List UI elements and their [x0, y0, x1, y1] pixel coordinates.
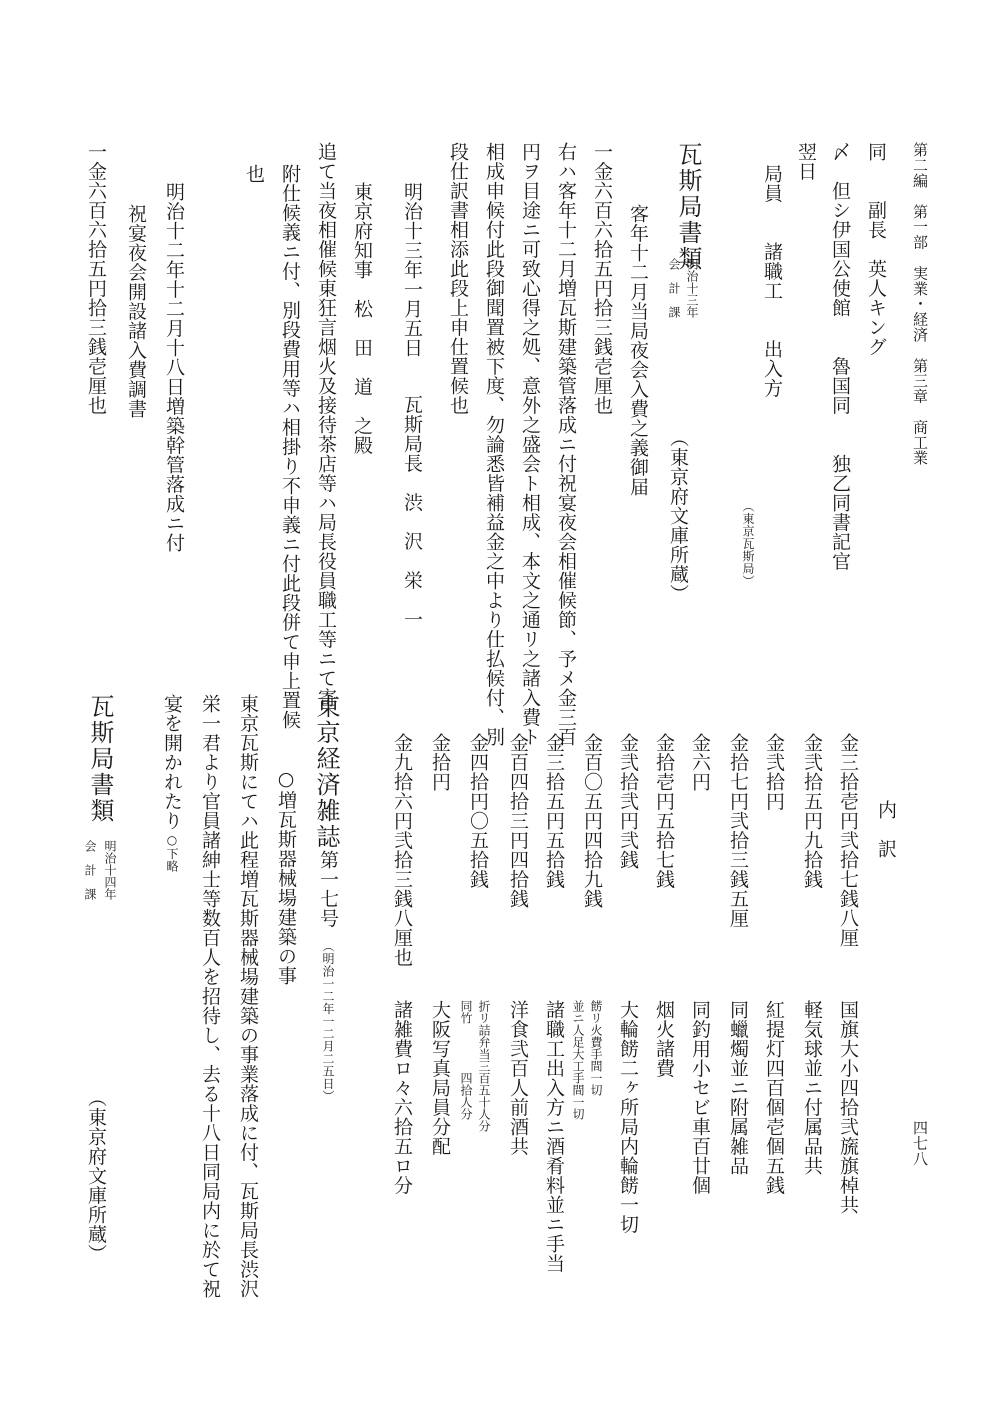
breakdown-title: 内 訳	[875, 800, 897, 859]
text-column: 右ハ客年十二月増瓦斯建築管落成ニ付祝宴夜会相催候節、予メ金三百	[555, 142, 577, 747]
text-column: 附仕候義ニ付、別段費用等ハ相掛り不申義ニ付此段併て申上置候	[279, 164, 301, 730]
breakdown-desc: 大輪餝二ヶ所局内輪餝一切	[617, 1000, 639, 1234]
article-heading: ○増瓦斯器械場建築の事	[275, 768, 297, 986]
text-column: 〆 但シ伊国公使館 魯国同 独乙同書記官	[829, 142, 851, 571]
title-note-year: 明治十四年	[103, 840, 117, 900]
breakdown-amount: 金三拾壱円弐拾七銭八厘	[837, 733, 859, 948]
breakdown-desc: 同釣用小セビ車百廿個	[689, 1000, 711, 1195]
source-note: （東京瓦斯局）	[741, 500, 755, 588]
breakdown-desc-upper: 餝リ火費手間一切	[589, 1000, 603, 1096]
breakdown-desc-lower: 同竹 四拾人分	[459, 1000, 473, 1120]
breakdown-amount: 金百〇五円四拾九銭	[581, 733, 603, 909]
addressee-line: 東京府知事 松 田 道 之殿	[351, 182, 373, 455]
title-note-dept: 会 計 課	[83, 840, 97, 900]
omission-note: ○下略	[165, 833, 179, 873]
text-column: 宴を開かれたり	[161, 694, 183, 831]
text-column: 同 副長 英人キング	[865, 142, 887, 357]
text-column: 東京瓦斯にてハ此程増瓦斯器械場建築の事業落成に付、瓦斯局長渋沢	[237, 694, 259, 1299]
breakdown-desc-upper: 折リ詰弁当三百五十人分	[477, 1000, 491, 1132]
breakdown-desc: 諸雑費ロ々六拾五ロ分	[391, 1000, 413, 1195]
breakdown-amount: 金弐拾弐円弐銭	[617, 733, 639, 870]
breakdown-amount: 金拾円	[429, 733, 451, 792]
text-column: 円ヲ目途ニ可致心得之処、意外之盛会ト相成、本文之通リ之諸入費ト	[519, 142, 541, 747]
breakdown-amount: 金拾七円弐拾三銭五厘	[727, 733, 749, 928]
breakdown-desc: 大阪写真局員分配	[429, 1000, 451, 1156]
breakdown-desc: 諸職工出入方ニ酒肴料並ニ手当	[543, 1000, 565, 1273]
breakdown-amount: 金弐拾五円九拾銭	[801, 733, 823, 889]
magazine-date: （明治一二年一二月二五日）	[321, 940, 335, 1103]
text-column: 明治十二年十二月十八日増築幹管落成ニ付	[163, 182, 185, 553]
date-line: 明治十三年一月五日	[401, 182, 423, 358]
title-note-dept: 会 計 課	[667, 258, 681, 318]
breakdown-amount: 金拾壱円五拾七銭	[653, 733, 675, 889]
document-title: 瓦斯局書類	[674, 142, 702, 272]
breakdown-desc-lower: 並ニ人足大工手間一切	[571, 1000, 585, 1120]
breakdown-desc: 国旗大小四拾弐旒旗棹共	[837, 1000, 859, 1215]
text-column: 一金六百六拾五円拾三銭壱厘也	[591, 142, 613, 415]
breakdown-amount: 金三拾五円五拾銭	[543, 733, 565, 889]
text-column: 段仕訳書相添此段上申仕置候也	[447, 142, 469, 415]
breakdown-amount: 金六円	[689, 733, 711, 792]
breakdown-amount: 金九拾六円弐拾三銭八厘也	[391, 733, 413, 967]
signature-line: 瓦斯局長 渋 沢 栄 一	[401, 395, 423, 629]
breakdown-amount: 金弐拾円	[763, 733, 785, 811]
magazine-title: 東京経済雑誌	[312, 694, 340, 850]
breakdown-amount: 金四拾円〇五拾銭	[467, 733, 489, 889]
text-column: 局員 諸職工 出入方	[761, 164, 783, 398]
text-column: 栄一君より官員諸紳士等数百人を招待し、去る十八日同局内に於て祝	[199, 694, 221, 1299]
text-column: 相成申候付此段御聞置被下度、勿論悉皆補益金之中より仕払候付、別	[483, 142, 505, 747]
text-column: 祝宴夜会開設諸入費調書	[125, 204, 147, 419]
breakdown-desc: 軽気球並ニ付属品共	[801, 1000, 823, 1176]
document-title: 瓦斯局書類	[86, 694, 114, 824]
text-column: 追て当夜相催候東狂言烟火及接待茶店等ハ局長役員職工等ニて寄	[315, 142, 337, 708]
breakdown-desc: 洋食弐百人前酒共	[507, 1000, 529, 1156]
breakdown-amount: 金百四拾三円四拾銭	[507, 733, 529, 909]
breakdown-desc: 紅提灯四百個壱個五銭	[763, 1000, 785, 1195]
text-column: 翌日	[795, 142, 817, 181]
text-column: 也	[243, 164, 265, 184]
breakdown-desc: 同蠟燭並ニ附属雑品	[727, 1000, 749, 1176]
title-note-year: 明治十三年	[685, 258, 699, 318]
magazine-issue: 第一七号	[317, 850, 339, 928]
running-head: 第二編 第一部 実業・経済 第三章 商工業	[911, 142, 929, 466]
source-note: （東京府文庫所蔵）	[667, 428, 689, 604]
breakdown-desc: 烟火諸費	[653, 1000, 675, 1078]
text-column: 客年十二月当局夜会入費之義御届	[627, 204, 649, 497]
page-number: 四七八	[911, 1120, 929, 1167]
text-column: 一金六百六拾五円拾三銭壱厘也	[85, 142, 107, 415]
source-note: （東京府文庫所蔵）	[85, 1088, 107, 1264]
